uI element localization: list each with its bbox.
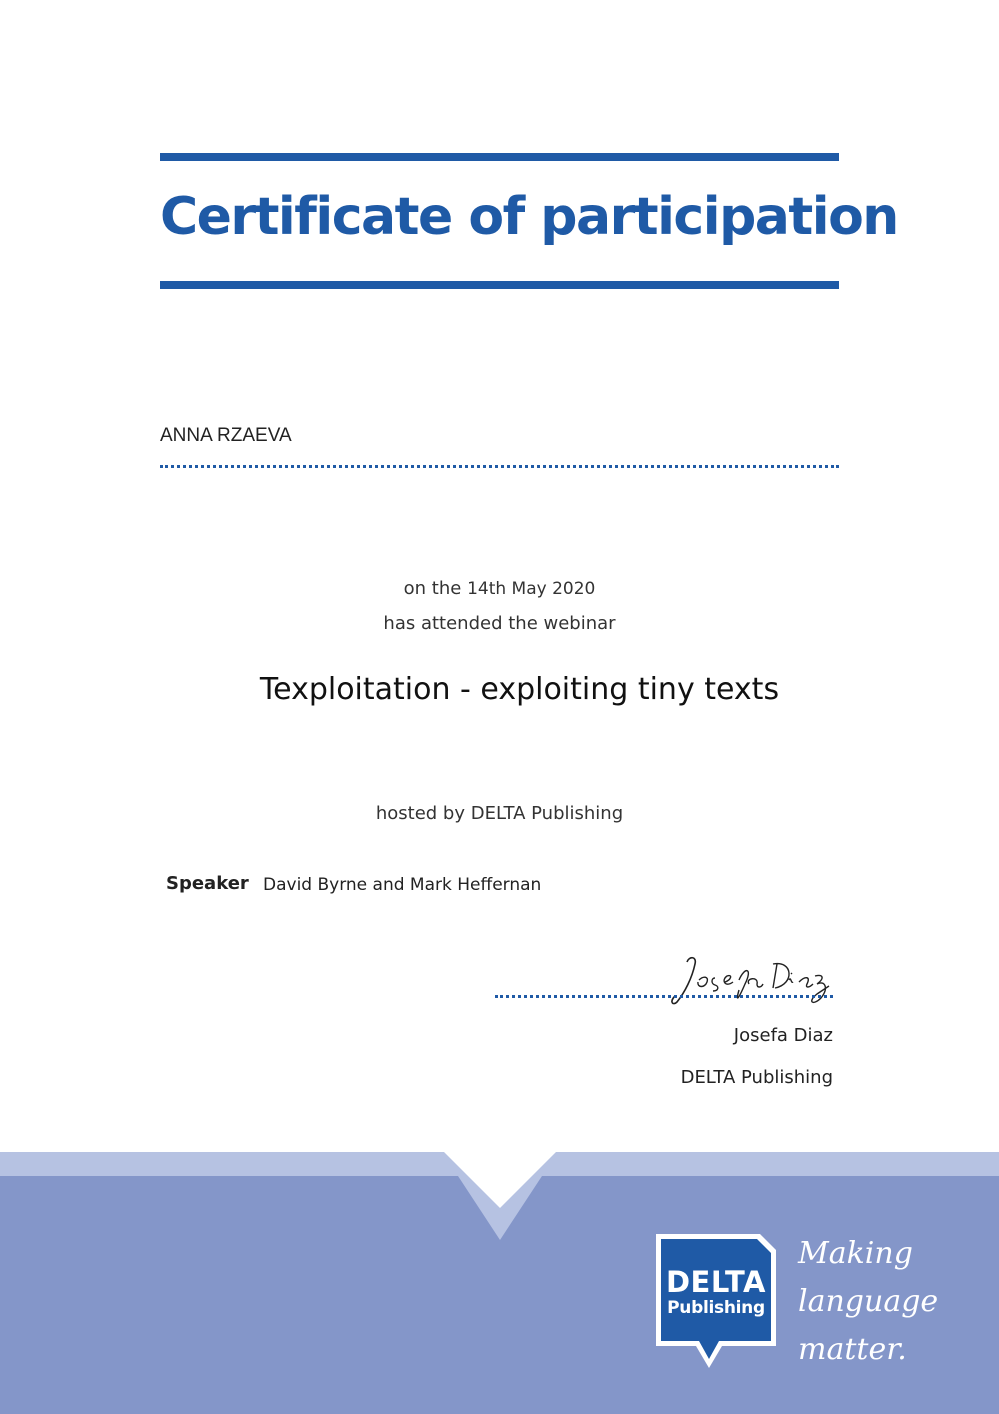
title-rule-bottom bbox=[160, 281, 839, 289]
hosted-by-text: hosted by DELTA Publishing bbox=[375, 803, 624, 824]
handwritten-signature bbox=[665, 950, 845, 1010]
logo-line-delta: DELTA bbox=[665, 1265, 767, 1299]
recipient-underline bbox=[160, 465, 839, 468]
date-prefix: on the bbox=[403, 578, 462, 599]
speaker-label: Speaker bbox=[166, 873, 249, 894]
attended-text: has attended the webinar bbox=[383, 613, 616, 634]
recipient-name: ANNA RZAEVA bbox=[160, 425, 292, 446]
signer-name: Josefa Diaz bbox=[733, 1025, 833, 1046]
tagline-line-3: matter. bbox=[798, 1332, 907, 1367]
title-rule-top bbox=[160, 153, 839, 161]
signer-organization: DELTA Publishing bbox=[680, 1067, 833, 1088]
tagline bbox=[798, 1230, 938, 1374]
event-date: 14th May 2020 bbox=[467, 579, 596, 599]
logo-line-publishing: Publishing bbox=[667, 1298, 765, 1318]
webinar-title: Texploitation - exploiting tiny texts bbox=[259, 672, 780, 707]
certificate-title: Certificate of participation bbox=[160, 187, 898, 247]
signature-line bbox=[495, 995, 833, 998]
date-line bbox=[0, 578, 999, 599]
speaker-names: David Byrne and Mark Heffernan bbox=[263, 875, 542, 895]
tagline-line-2: language bbox=[798, 1284, 939, 1319]
delta-logo-text bbox=[656, 1265, 776, 1318]
tagline-line-1: Making bbox=[798, 1236, 913, 1271]
